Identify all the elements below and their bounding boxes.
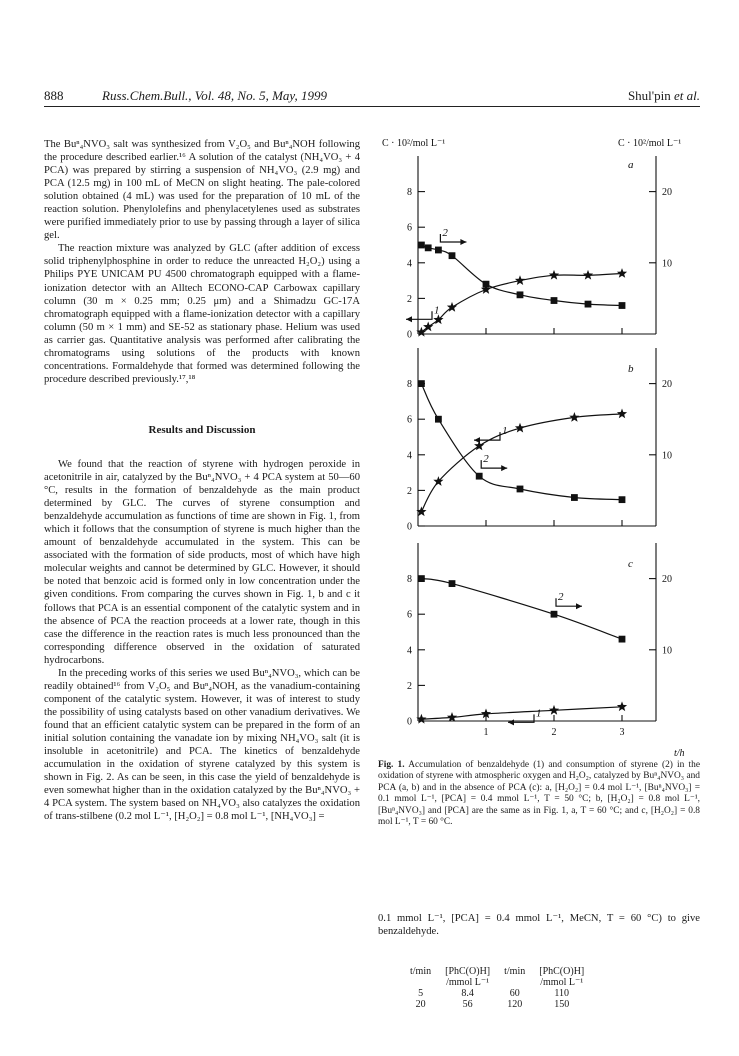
x-tick-label: 1 — [483, 727, 489, 738]
x-axis-label: t/h — [674, 748, 685, 759]
table-header: t/min — [504, 966, 526, 977]
table-header-row — [410, 966, 598, 977]
right-y-tick-label: 10 — [662, 258, 672, 270]
series-2-point — [418, 380, 425, 387]
y-tick-label: 0 — [407, 716, 412, 728]
table-header: [PhC(O)H] — [539, 966, 585, 977]
curve-label: 2 — [558, 591, 564, 604]
paragraph-analysis: The reaction mixture was analyzed by GLC (after addition of excess solid triphenylphosphine in order to reduce the unreacted H₂O₂) using a Philips PYE UNICAM PU 4500 chromatograph equipped with a flame-ionization detector with an Alltech ECONO-CAP Carbowax capillary column (30 m × 0.25 mm; 0.25 μm) and a Shimadzu GC-17A chromatograph equipped with a flame-ionization detector with a capillary column (50 m × 1 mm) and SE-52 as stationary phase. Helium was used as carrier gas. Quantitative analysis was performed after calibrating the chromatograms using solutions of the products with known concentrations. Formaldehyde that formed was determined following the procedure described previously.¹⁷,¹⁸ — [44, 243, 360, 385]
series-1-point — [583, 270, 593, 280]
journal-citation: Russ.Chem.Bull., Vol. 48, No. 5, May, 1999 — [102, 88, 327, 103]
right-column-text: 0.1 mmol L⁻¹, [PCA] = 0.4 mmol L⁻¹, MeCN, T = 60 °C) to give benzaldehyde. — [378, 913, 700, 937]
right-y-tick-label: 20 — [662, 574, 672, 586]
series-2-line — [421, 579, 622, 640]
table-unit: /mmol L⁻¹ — [540, 977, 584, 988]
series-2-point — [619, 302, 626, 309]
y-tick-label: 2 — [407, 680, 412, 692]
caption-text: Accumulation of benzaldehyde (1) and consumption of styrene (2) in the oxidation of styrene with atmospheric oxygen and H₂O₂, catalyzed by Buⁿ₄NVO₃ and PCA (a, b) and in the absence of PCA (c): a, [H₂O₂] = 0.4 mol L⁻¹, [Buⁿ₄NVO₃] = 0.1 mmol L⁻¹, [PCA] = 0.4 mmol L⁻¹, T = 50 °C; b, [H₂O₂] = 0.8 mol L⁻¹, [Buⁿ₄NVO₃] and [PCA] are the same as in Fig. 1, a, T = 60 °C; and c, [H₂O₂] = 0.8 mol L⁻¹, T = 60 °C. — [378, 760, 700, 828]
right-y-tick-label: 10 — [662, 450, 672, 462]
curve-label: 1 — [434, 304, 440, 317]
table-cell: 5 — [418, 988, 424, 999]
figure-1 — [378, 138, 698, 788]
caption-label: Fig. 1. — [378, 760, 405, 770]
table-cell: 20 — [415, 999, 426, 1010]
y-tick-label: 4 — [407, 450, 412, 462]
series-2-point — [551, 611, 558, 618]
y-tick-label: 8 — [407, 379, 412, 391]
y-tick-label: 0 — [407, 329, 412, 341]
series-2-point — [551, 297, 558, 304]
series-1-point — [617, 268, 627, 278]
series-2-point — [449, 580, 456, 587]
y-tick-label: 6 — [407, 609, 412, 621]
kinetics-table — [410, 966, 598, 1010]
series-1-point — [447, 712, 457, 722]
series-2-line — [421, 384, 622, 500]
curve-pointer-arrowhead — [508, 719, 514, 725]
series-2-point — [435, 247, 442, 254]
table-row — [410, 988, 598, 999]
series-2-point — [476, 473, 483, 480]
curve-pointer-arrowhead — [406, 316, 412, 322]
figure-caption — [378, 760, 700, 828]
y-tick-label: 0 — [407, 521, 412, 533]
x-tick-label: 2 — [551, 727, 557, 738]
table-header: [PhC(O)H] — [445, 966, 491, 977]
series-1-point — [617, 409, 627, 419]
series-2-point — [517, 291, 524, 298]
series-1-point — [617, 701, 627, 711]
table-units-row — [410, 977, 598, 988]
right-axis-label: C · 10²/mol L⁻¹ — [618, 138, 682, 149]
paragraph-synthesis: The Buⁿ₄NVO₃ salt was synthesized from V₂O₅ and Buⁿ₄NOH following the procedure described earlier.¹⁶ A solution of the catalyst (NH₄VO₃ + 4 PCA) was prepared by stirring a suspension of NH₄VO₃ (2.9 mg) and PCA (12.5 mg) in 100 mL of MeCN on slight heating. The pale-colored solution obtained (4 mL) was used for the preparation of 10 mL of the reaction solution. Phenylolefins and phenylacetylenes used as substrates were purified immediately prior to use by passing through a layer of silica gel. — [44, 139, 360, 242]
panel-label: a — [628, 159, 634, 171]
page-number: 888 — [44, 88, 64, 103]
series-2-point — [619, 496, 626, 503]
curve-pointer-arrowhead — [576, 603, 582, 609]
curve-label: 1 — [502, 425, 508, 438]
curve-label: 2 — [483, 453, 489, 466]
left-column-bottom — [44, 458, 360, 823]
panel-label: c — [628, 558, 633, 570]
y-tick-label: 4 — [407, 645, 412, 657]
table-header: t/min — [410, 966, 432, 977]
series-1-point — [515, 275, 525, 285]
series-1-point — [549, 705, 559, 715]
table-cell: 120 — [507, 999, 523, 1010]
y-tick-label: 8 — [407, 574, 412, 586]
paragraph-results: We found that the reaction of styrene with hydrogen peroxide in acetonitrile in air, catalyzed by the Buⁿ₄NVO₃ + 4 PCA system at 50—60 °C, results in the formation of benzaldehyde as the main product determined by GLC. The curves of styrene consumption and benzaldehyde accumulation as functions of time are shown in Fig. 1, from which it follows that the consumption of styrene is much higher than the amount of benzaldehyde accumulated in the system. This can be associated with the formation of side products, most of which have high molecular weights and cannot be determined by GLC. However, it should be noted that benzoic acid is formed only in low concentration under the given conditions. From comparing the curves shown in Fig. 1, b and c it follows that PCA is an essential component of the catalytic system and in the absence of PCA the reaction proceeds at a lower rate, though in this case the difference in the reaction rates is much less pronounced than the corresponding difference observed in the oxidation of saturated hydrocarbons. — [44, 459, 360, 666]
series-1-point — [549, 270, 559, 280]
y-tick-label: 2 — [407, 485, 412, 497]
table-row — [410, 999, 598, 1010]
table-unit — [504, 977, 539, 988]
y-tick-label: 8 — [407, 187, 412, 199]
x-tick-label: 3 — [619, 727, 625, 738]
curve-label: 2 — [442, 226, 448, 239]
curve-label: 1 — [536, 707, 542, 720]
running-header — [44, 86, 700, 107]
table-unit — [410, 977, 445, 988]
series-1-point — [569, 412, 579, 422]
series-2-point — [517, 486, 524, 493]
y-tick-label: 6 — [407, 414, 412, 426]
series-2-point — [585, 301, 592, 308]
right-y-tick-label: 20 — [662, 379, 672, 391]
table-cell: 56 — [462, 999, 473, 1010]
curve-pointer-arrowhead — [474, 437, 480, 443]
right-y-tick-label: 20 — [662, 187, 672, 199]
series-2-point — [571, 494, 578, 501]
left-axis-label: C · 10²/mol L⁻¹ — [382, 138, 446, 149]
authors: Shul'pin et al. — [627, 88, 700, 103]
series-2-point — [435, 416, 442, 423]
y-tick-label: 2 — [407, 293, 412, 305]
series-2-point — [425, 244, 432, 251]
section-title: Results and Discussion — [148, 424, 256, 436]
panel-label: b — [628, 363, 634, 375]
left-column-top — [44, 138, 360, 386]
table-cell: 110 — [554, 988, 570, 999]
y-tick-label: 4 — [407, 258, 412, 270]
series-2-point — [449, 252, 456, 259]
curve-pointer-arrowhead — [460, 239, 466, 245]
table-cell: 60 — [509, 988, 520, 999]
table-cell: 8.4 — [461, 988, 474, 999]
y-tick-label: 6 — [407, 222, 412, 234]
series-2-point — [418, 242, 425, 249]
series-1-point — [515, 423, 525, 433]
curve-pointer-arrowhead — [501, 465, 507, 471]
series-2-point — [619, 636, 626, 643]
right-y-tick-label: 10 — [662, 645, 672, 657]
table-cell: 150 — [554, 999, 570, 1010]
series-2-point — [418, 575, 425, 582]
table-unit: /mmol L⁻¹ — [446, 977, 490, 988]
paragraph-catalysts: In the preceding works of this series we used Buⁿ₄NVO₃, which can be readily obtained¹⁶ from V₂O₅ and Buⁿ₄NOH, as the vanadium-containing component of the catalytic system. However, it was of interest to study the possibility of using catalysts based on other vanadium derivatives. We found that an efficient catalytic system can be prepared in the form of an initial solution containing the vanadate ion by mixing NH₄VO₃ salt (it is insoluble in acetonitrile) and PCA. The kinetics of benzaldehyde accumulation in the oxidation of styrene catalyzed by this system is shown in Fig. 2. As can be seen, in this case the yield of benzaldehyde is even somewhat higher than in the oxidation catalyzed by the Buⁿ₄NVO₃ + 4 PCA system. The system based on NH₄VO₃ also catalyzes the oxidation of trans-stilbene (0.2 mol L⁻¹, [H₂O₂] = 0.8 mol L⁻¹, [NH₄VO₃] = — [44, 667, 360, 823]
series-2-point — [483, 281, 490, 288]
